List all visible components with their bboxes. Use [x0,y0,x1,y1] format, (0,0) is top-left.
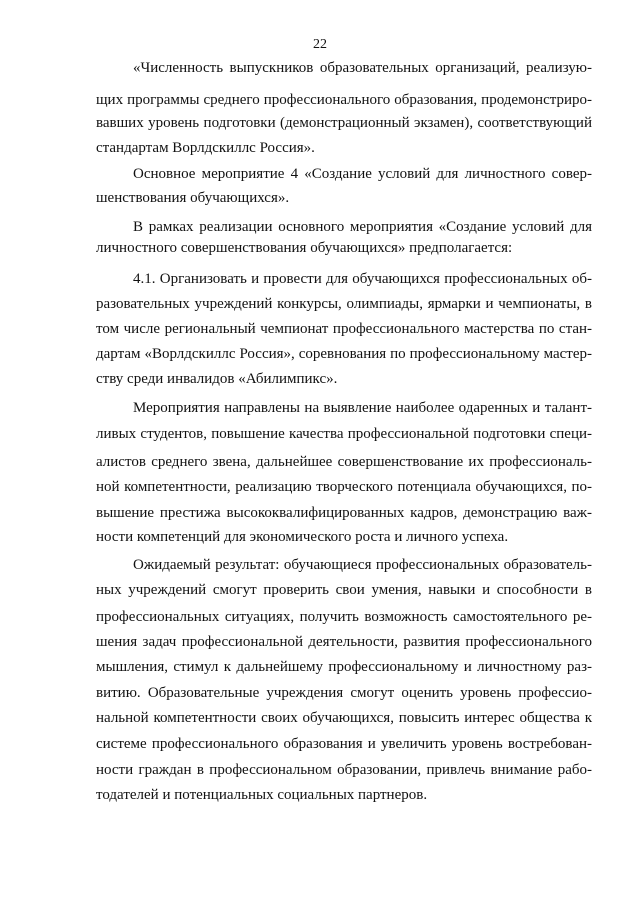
text-line: щих программы среднего профессионального образования, продемонстриро- [96,92,592,108]
text-line: ливых студентов, повышение качества профессиональной подготовки специ- [96,426,592,442]
page-number: 22 [313,37,327,52]
text-line: личностного совершенствования обучающихся» предполагается: [96,240,513,256]
text-line: ных учреждений смогут проверить свои умения, навыки и способности в [96,582,592,598]
text-line: шения задач профессиональной деятельности, развития профессионального [96,634,592,650]
text-line: Основное мероприятие 4 «Создание условий для личностного совер- [133,166,592,182]
text-line: профессиональных ситуациях, получить возможность самостоятельного ре- [96,609,592,625]
text-line: системе профессионального образования и увеличить уровень востребован- [96,736,592,752]
text-line: ности компетенций для экономического роста и личного успеха. [96,529,509,545]
text-line: 4.1. Организовать и провести для обучающихся профессиональных об- [133,271,592,287]
text-line: мышления, стимул к дальнейшему профессиональному и личностному раз- [96,659,592,675]
text-line: витию. Образовательные учреждения смогут оценить уровень профессио- [96,685,592,701]
text-line: нальной компетентности своих обучающихся, повысить интерес общества к [96,710,592,726]
text-line: том числе региональный чемпионат профессионального мастерства по стан- [96,321,592,337]
text-line: ности граждан в профессиональном образовании, привлечь внимание рабо- [96,762,592,778]
text-line: алистов среднего звена, дальнейшее совершенствование их профессиональ- [96,454,592,470]
text-line: Ожидаемый результат: обучающиеся профессиональных образователь- [133,557,592,573]
text-line: Мероприятия направлены на выявление наиболее одаренных и талант- [133,400,592,416]
text-line: шенствования обучающихся». [96,190,290,206]
text-line: дартам «Ворлдскиллс Россия», соревнования по профессиональному мастер- [96,346,592,362]
text-line: вышение престижа высококвалифицированных кадров, демонстрацию важ- [96,505,592,521]
text-line: ству среди инвалидов «Абилимпикс». [96,371,338,387]
text-line: ной компетентности, реализацию творческого потенциала обучающихся, по- [96,479,592,495]
text-line: В рамках реализации основного мероприятия «Создание условий для [133,219,592,235]
text-line: вавших уровень подготовки (демонстрационный экзамен), соответствующий [96,115,592,131]
text-line: стандартам Ворлдскиллс Россия». [96,140,315,156]
text-line: разовательных учреждений конкурсы, олимпиады, ярмарки и чемпионаты, в [96,296,592,312]
text-line: тодателей и потенциальных социальных партнеров. [96,787,428,803]
text-line: «Численность выпускников образовательных организаций, реализую- [133,60,592,76]
